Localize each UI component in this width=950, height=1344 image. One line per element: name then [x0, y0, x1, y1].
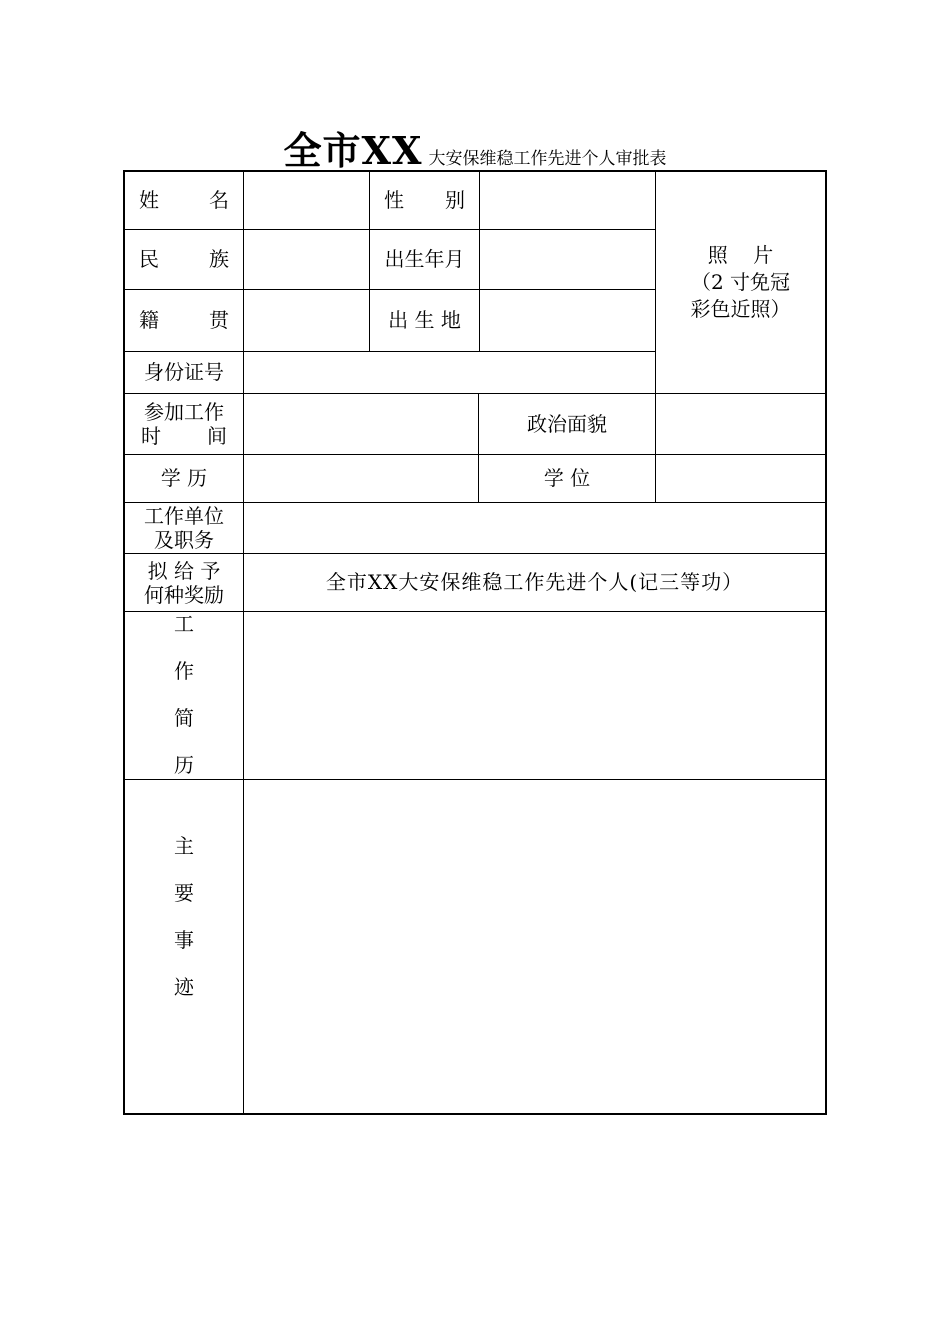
id-number-label: 身份证号	[144, 360, 224, 384]
degree-label: 学 位	[543, 466, 591, 490]
name-label-cell	[125, 172, 244, 230]
gender-label-cell	[370, 172, 480, 230]
award-value-cell[interactable]	[244, 554, 825, 612]
award-label-cell	[125, 554, 244, 612]
birthplace-label-cell	[370, 290, 480, 352]
name-value-cell[interactable]	[244, 172, 370, 230]
photo-size-note: （2 寸免冠	[690, 270, 791, 294]
approval-form-table	[123, 170, 827, 1115]
work-start-label-cell	[125, 394, 244, 455]
gender-label-char-2: 别	[445, 188, 465, 212]
main-deeds-value-cell[interactable]	[244, 780, 825, 1113]
ethnicity-label-char-1: 民	[139, 247, 159, 271]
work-start-label-char-1: 时	[141, 424, 161, 448]
work-history-label-char-2: 作	[174, 659, 194, 683]
gender-value-cell[interactable]	[480, 172, 656, 230]
ethnicity-value-cell[interactable]	[244, 230, 370, 290]
ethnicity-label-cell	[125, 230, 244, 290]
main-deeds-label-char-3: 事	[174, 927, 194, 952]
id-number-value-cell[interactable]	[244, 352, 656, 394]
gender-label-char-1: 性	[384, 188, 404, 212]
award-value: 全市XX大安保维稳工作先进个人(记三等功）	[325, 570, 744, 594]
birth-month-label-cell	[370, 230, 480, 290]
degree-label-cell	[479, 455, 656, 503]
native-place-label-char-2: 贯	[209, 308, 229, 332]
work-history-value-cell[interactable]	[244, 612, 825, 780]
work-history-label-char-3: 简	[174, 706, 194, 730]
main-deeds-label-char-2: 要	[174, 880, 194, 905]
birth-month-value-cell[interactable]	[480, 230, 656, 290]
work-start-label-line1: 参加工作	[144, 400, 224, 424]
ethnicity-label-char-2: 族	[209, 247, 229, 271]
form-title-sub: 大安保维稳工作先进个人审批表	[428, 149, 667, 169]
main-deeds-label-char-1: 主	[174, 833, 194, 858]
native-place-label-char-1: 籍	[139, 308, 159, 332]
education-label: 学 历	[160, 466, 208, 490]
work-start-value-cell[interactable]	[244, 394, 479, 455]
political-status-label-cell	[479, 394, 656, 455]
workplace-label-line2: 及职务	[154, 528, 214, 552]
work-start-label-char-2: 间	[207, 424, 227, 448]
name-label-char-1: 姓	[139, 188, 159, 212]
workplace-label-cell	[125, 503, 244, 554]
award-label-line2: 何种奖励	[144, 582, 224, 607]
birth-month-label: 出生年月	[384, 247, 465, 271]
photo-color-note: 彩色近照）	[690, 297, 791, 321]
native-place-value-cell[interactable]	[244, 290, 370, 352]
birthplace-label: 出 生 地	[388, 308, 461, 332]
award-label-line1: 拟 给 予	[147, 558, 221, 583]
main-deeds-label-char-4: 迹	[174, 974, 194, 999]
form-title	[0, 120, 950, 175]
main-deeds-label-cell	[125, 780, 244, 1113]
name-label-char-2: 名	[209, 188, 229, 212]
political-status-label: 政治面貌	[527, 411, 607, 436]
photo-label: 照 片	[707, 243, 774, 267]
work-history-label-char-1: 工	[174, 612, 194, 636]
political-status-value-cell[interactable]	[656, 394, 825, 455]
education-label-cell	[125, 455, 244, 503]
native-place-label-cell	[125, 290, 244, 352]
degree-value-cell[interactable]	[656, 455, 825, 503]
work-history-label-cell	[125, 612, 244, 780]
birthplace-value-cell[interactable]	[480, 290, 656, 352]
education-value-cell[interactable]	[244, 455, 479, 503]
work-history-label-char-4: 历	[174, 753, 194, 777]
id-number-label-cell	[125, 352, 244, 394]
workplace-value-cell[interactable]	[244, 503, 825, 554]
workplace-label-line1: 工作单位	[144, 504, 224, 528]
photo-cell[interactable]	[656, 172, 825, 394]
form-title-main: 全市XX	[283, 128, 423, 173]
